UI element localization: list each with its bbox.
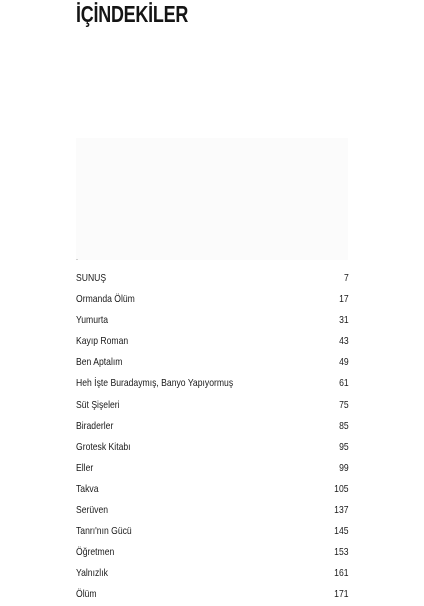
- toc-entry-page-number: 49: [339, 356, 349, 369]
- toc-entry: [76, 310, 349, 331]
- print-mark: [76, 259, 78, 260]
- toc-entry-page-number: 7: [344, 272, 349, 284]
- toc-entry-page-number: 31: [339, 314, 349, 327]
- toc-entry: [76, 521, 349, 542]
- toc-entry-title: Ormanda Ölüm: [76, 293, 135, 306]
- toc-entry-title: Heh İşte Buradaymış, Banyo Yapıyormuş: [76, 377, 234, 390]
- toc-entry-page-number: 105: [334, 482, 349, 495]
- toc-entry: [76, 500, 349, 521]
- toc-entry-title: Serüven: [76, 504, 109, 517]
- faded-illustration-area: [76, 138, 348, 260]
- table-of-contents: [76, 268, 349, 606]
- toc-entry-title: Takva: [76, 482, 99, 495]
- toc-entry: [76, 268, 349, 289]
- toc-entry: [76, 437, 349, 458]
- toc-entry-page-number: 43: [339, 335, 349, 348]
- toc-entry: [76, 289, 349, 310]
- toc-entry-page-number: 161: [334, 567, 349, 580]
- toc-entry-title: Kayıp Roman: [76, 335, 129, 348]
- toc-entry-title: Süt Şişeleri: [76, 398, 120, 411]
- toc-entry-title: Grotesk Kitabı: [76, 440, 131, 453]
- toc-entry: [76, 395, 349, 416]
- toc-entry-title: SUNUŞ: [76, 272, 107, 284]
- page-title: İÇİNDEKİLER: [76, 1, 189, 27]
- toc-entry-title: Ölüm: [76, 588, 97, 601]
- toc-entry-page-number: 153: [334, 546, 349, 559]
- toc-entry: [76, 563, 349, 584]
- toc-entry-title: Ben Aptalım: [76, 356, 123, 369]
- toc-entry-page-number: 95: [339, 440, 349, 453]
- toc-entry: [76, 331, 349, 352]
- toc-entry: [76, 416, 349, 437]
- toc-entry-title: Tanrı'nın Gücü: [76, 525, 132, 538]
- toc-entry-title: Öğretmen: [76, 546, 115, 559]
- toc-entry: [76, 479, 349, 500]
- toc-entry-title: Eller: [76, 461, 94, 474]
- toc-entry-page-number: 145: [334, 525, 349, 538]
- toc-entry-title: Biraderler: [76, 419, 114, 432]
- toc-entry-title: Yalnızlık: [76, 567, 108, 580]
- toc-entry: [76, 542, 349, 563]
- toc-entry: [76, 458, 349, 479]
- toc-entry-page-number: 171: [334, 588, 349, 601]
- toc-entry-page-number: 61: [339, 377, 349, 390]
- toc-entry: [76, 373, 349, 394]
- toc-entry-page-number: 137: [334, 504, 349, 517]
- toc-entry: [76, 352, 349, 373]
- toc-entry-page-number: 99: [339, 461, 349, 474]
- toc-entry: [76, 584, 349, 605]
- toc-entry-page-number: 85: [339, 419, 349, 432]
- toc-entry-page-number: 17: [339, 293, 349, 306]
- toc-entry-title: Yumurta: [76, 314, 109, 327]
- toc-entry-page-number: 75: [339, 398, 349, 411]
